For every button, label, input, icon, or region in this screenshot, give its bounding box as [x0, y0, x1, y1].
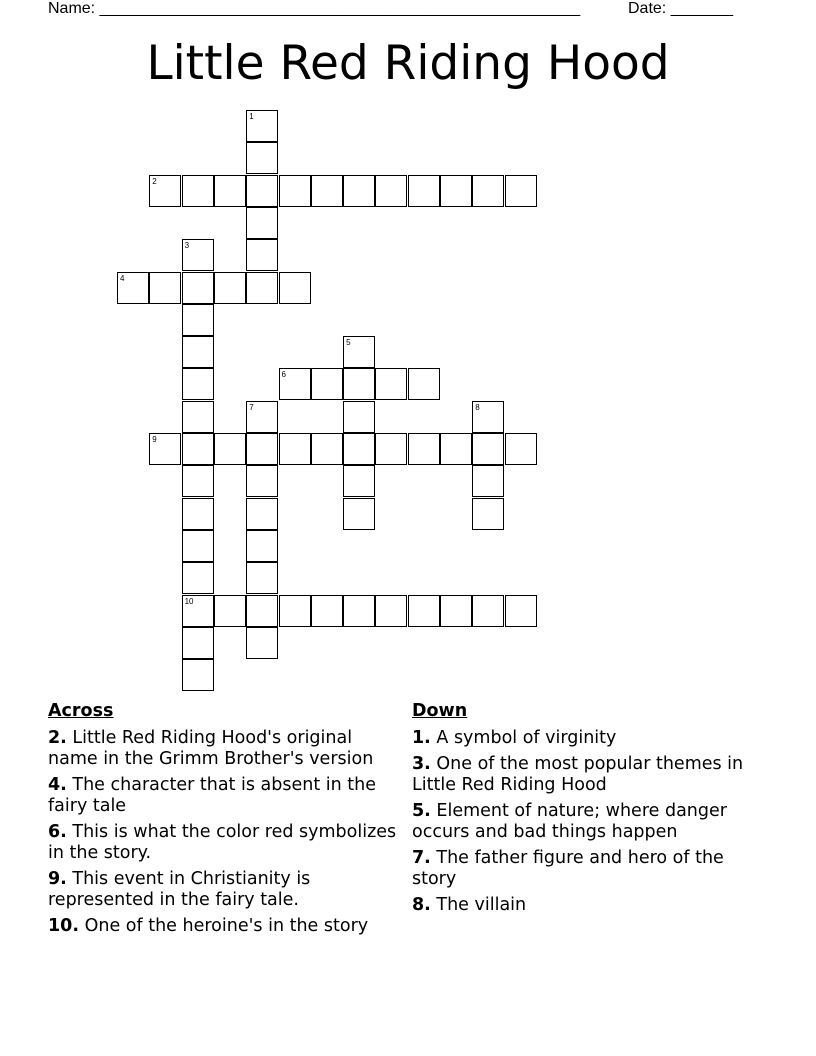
crossword-cell[interactable]: [246, 175, 278, 207]
crossword-cell[interactable]: [182, 465, 214, 497]
clue-text: One of the most popular themes in Little Red Riding Hood: [412, 754, 744, 795]
clue-number-label: 7: [249, 402, 254, 412]
crossword-cell[interactable]: [182, 336, 214, 368]
crossword-cell[interactable]: [472, 465, 504, 497]
clue-number-label: 2: [152, 176, 157, 186]
clue-text: This event in Christianity is represented in the fairy tale.: [48, 869, 311, 910]
crossword-cell[interactable]: [375, 433, 407, 465]
crossword-cell[interactable]: [472, 175, 504, 207]
crossword-cell[interactable]: [182, 368, 214, 400]
crossword-cell[interactable]: [214, 595, 246, 627]
down-clue: [412, 754, 772, 796]
clue-number: 9.: [48, 869, 67, 889]
across-clue: [48, 728, 403, 770]
crossword-cell[interactable]: [246, 207, 278, 239]
crossword-cell[interactable]: [279, 595, 311, 627]
crossword-cell[interactable]: [149, 433, 181, 465]
clue-number-label: 9: [152, 435, 157, 444]
crossword-cell[interactable]: [408, 368, 440, 400]
crossword-cell[interactable]: [246, 530, 278, 562]
across-clue: [48, 775, 403, 817]
crossword-cell[interactable]: [182, 433, 214, 465]
crossword-cell[interactable]: [311, 433, 343, 465]
clue-number: 4.: [48, 775, 67, 795]
crossword-cell[interactable]: [117, 272, 149, 304]
crossword-cell[interactable]: [311, 595, 343, 627]
crossword-cell[interactable]: [182, 239, 214, 271]
crossword-cell[interactable]: [472, 433, 504, 465]
clue-number: 6.: [48, 822, 67, 842]
crossword-cell[interactable]: [182, 562, 214, 594]
crossword-cell[interactable]: [149, 175, 181, 207]
name-field-line: Name: ______________________________________________________: [48, 0, 581, 17]
crossword-cell[interactable]: [246, 239, 278, 271]
crossword-cell[interactable]: [408, 175, 440, 207]
clue-number: 1.: [412, 728, 431, 748]
clue-number-label: 5: [346, 338, 351, 348]
across-heading: Across: [48, 701, 114, 721]
crossword-cell[interactable]: [375, 175, 407, 207]
crossword-cell[interactable]: [246, 595, 278, 627]
crossword-cell[interactable]: [279, 272, 311, 304]
crossword-cell[interactable]: [343, 465, 375, 497]
clue-number: 7.: [412, 848, 431, 868]
crossword-cell[interactable]: [505, 433, 537, 465]
crossword-cell[interactable]: [182, 595, 214, 627]
crossword-cell[interactable]: [246, 498, 278, 530]
crossword-cell[interactable]: [246, 272, 278, 304]
clue-text: The father figure and hero of the story: [412, 848, 724, 889]
clue-number-label: 4: [120, 273, 125, 283]
across-clue: [48, 869, 403, 911]
crossword-cell[interactable]: [505, 595, 537, 627]
crossword-cell[interactable]: [279, 368, 311, 400]
clue-number: 8.: [412, 895, 431, 915]
crossword-cell[interactable]: [182, 304, 214, 336]
clue-number: 3.: [412, 754, 431, 774]
crossword-cell[interactable]: [246, 465, 278, 497]
crossword-cell[interactable]: [246, 401, 278, 433]
crossword-cell[interactable]: [279, 433, 311, 465]
crossword-cell[interactable]: [472, 498, 504, 530]
crossword-cell[interactable]: [343, 498, 375, 530]
crossword-cell[interactable]: [182, 530, 214, 562]
crossword-cell[interactable]: [246, 627, 278, 659]
crossword-cell[interactable]: [343, 336, 375, 368]
crossword-cell[interactable]: [182, 627, 214, 659]
down-clues: [412, 701, 772, 921]
crossword-cell[interactable]: [440, 433, 472, 465]
crossword-cell[interactable]: [343, 433, 375, 465]
crossword-cell[interactable]: [375, 595, 407, 627]
crossword-cell[interactable]: [440, 175, 472, 207]
date-field-line: Date: _______: [628, 0, 733, 17]
crossword-cell[interactable]: [343, 401, 375, 433]
clue-number: 2.: [48, 728, 67, 748]
crossword-cell[interactable]: [505, 175, 537, 207]
clue-text: Little Red Riding Hood's original name in the Grimm Brother's version: [48, 728, 374, 769]
crossword-cell[interactable]: [246, 562, 278, 594]
across-clues: [48, 701, 403, 942]
crossword-cell[interactable]: [214, 272, 246, 304]
crossword-cell[interactable]: [311, 175, 343, 207]
clue-text: One of the heroine's in the story: [84, 916, 369, 936]
crossword-cell[interactable]: [343, 595, 375, 627]
clue-text: This is what the color red symbolizes in the story.: [48, 822, 397, 863]
clue-number-label: 6: [281, 370, 286, 380]
crossword-cell[interactable]: [343, 368, 375, 400]
crossword-cell[interactable]: [182, 659, 214, 691]
crossword-cell[interactable]: [408, 595, 440, 627]
crossword-cell[interactable]: [182, 498, 214, 530]
crossword-cell[interactable]: [246, 110, 278, 142]
down-clue: [412, 728, 772, 749]
clue-number: 5.: [412, 801, 431, 821]
crossword-cell[interactable]: [214, 433, 246, 465]
crossword-cell[interactable]: [440, 595, 472, 627]
clue-number-label: 8: [475, 402, 480, 412]
across-clue: [48, 916, 403, 937]
crossword-cell[interactable]: [472, 401, 504, 433]
crossword-cell[interactable]: [246, 433, 278, 465]
crossword-cell[interactable]: [343, 175, 375, 207]
crossword-cell[interactable]: [182, 401, 214, 433]
crossword-cell[interactable]: [149, 272, 181, 304]
down-clue: [412, 848, 772, 890]
crossword-cell[interactable]: [279, 175, 311, 207]
crossword-cell[interactable]: [182, 272, 214, 304]
crossword-cell[interactable]: [246, 142, 278, 174]
clue-text: The character that is absent in the fairy tale: [48, 775, 376, 816]
across-clue: [48, 822, 403, 864]
crossword-cell[interactable]: [408, 433, 440, 465]
down-heading: Down: [412, 701, 468, 721]
page-title: Little Red Riding Hood: [146, 36, 670, 91]
crossword-cell[interactable]: [375, 368, 407, 400]
clue-number-label: 1: [249, 112, 254, 121]
crossword-cell[interactable]: [214, 175, 246, 207]
clue-text: Element of nature; where danger occurs and bad things happen: [412, 801, 727, 842]
crossword-cell[interactable]: [311, 368, 343, 400]
clue-number-label: 10: [184, 596, 194, 606]
clue-number: 10.: [48, 916, 80, 936]
crossword-cell[interactable]: [182, 175, 214, 207]
clue-text: The villain: [436, 895, 527, 915]
down-clue: [412, 801, 772, 843]
down-clue: [412, 895, 772, 916]
clue-text: A symbol of virginity: [436, 728, 617, 748]
crossword-cell[interactable]: [472, 595, 504, 627]
clue-number-label: 3: [184, 241, 190, 251]
